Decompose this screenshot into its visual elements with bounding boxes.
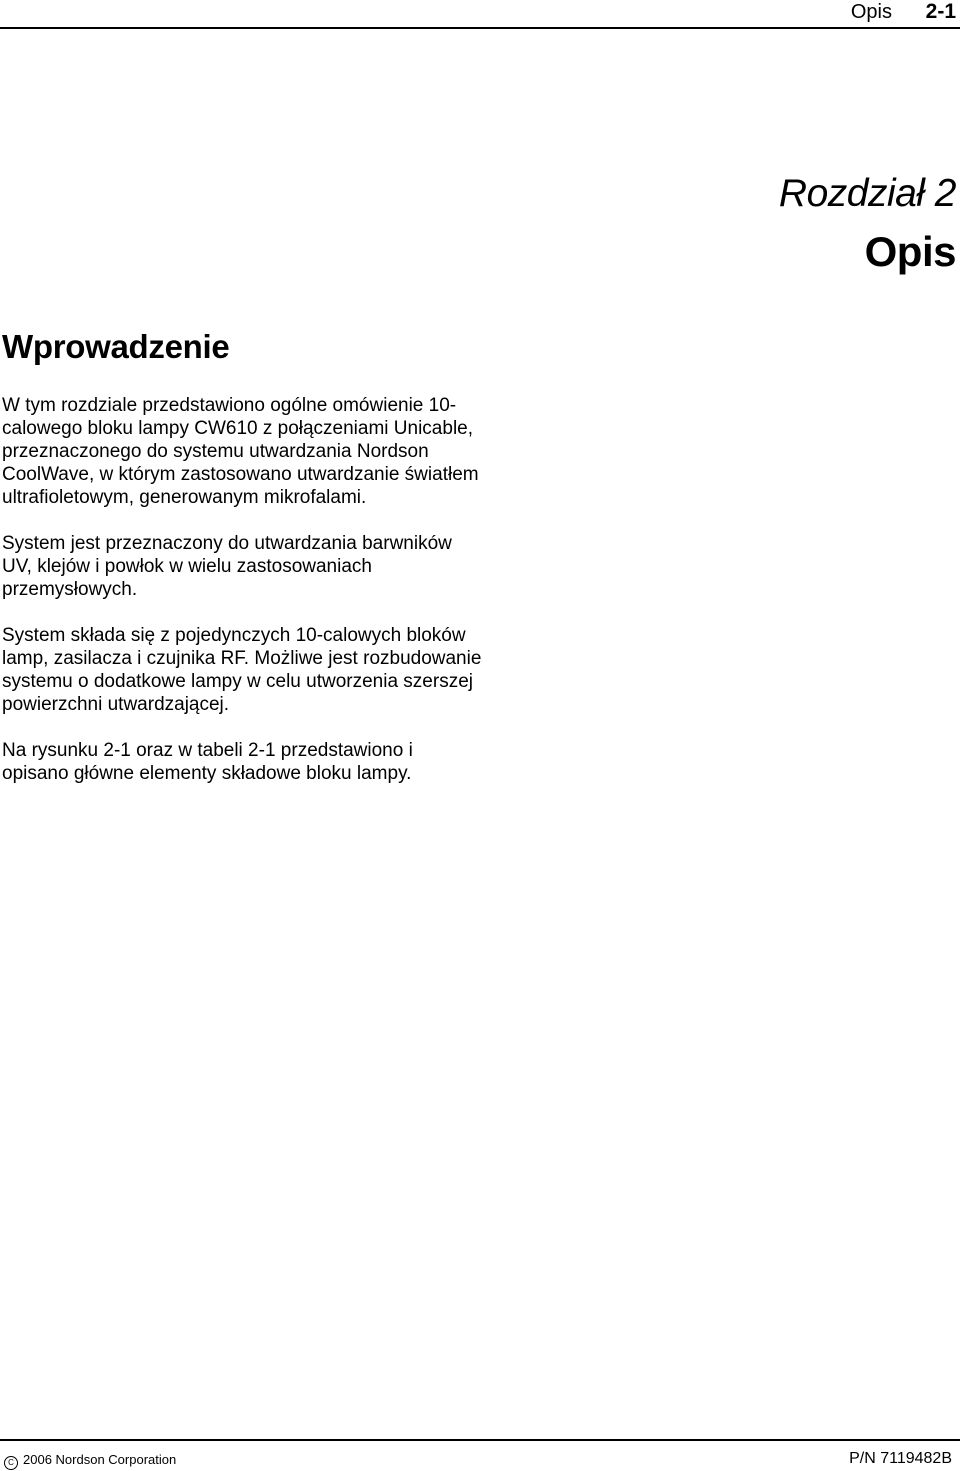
page-footer bbox=[0, 1439, 960, 1471]
section-heading: Wprowadzenie bbox=[2, 328, 230, 365]
chapter-label: Rozdział 2 bbox=[778, 172, 956, 215]
header-section-name: Opis bbox=[850, 1, 892, 23]
copyright-icon: C bbox=[4, 1456, 18, 1470]
header-page-number: 2-1 bbox=[925, 0, 956, 23]
paragraph-figure-reference: Na rysunku 2-1 oraz w tabeli 2-1 przedstawiono i opisano główne elementy składowe bloku lampy. bbox=[2, 740, 413, 784]
footer-copyright-text: 2006 Nordson Corporation bbox=[23, 1452, 177, 1467]
paragraph-purpose: System jest przeznaczony do utwardzania barwników UV, klejów i powłok w wielu zastosowaniach przemysłowych. bbox=[2, 533, 452, 600]
paragraph-intro: W tym rozdziale przedstawiono ogólne omówienie 10-calowego bloku lampy CW610 z połączeniami Unicable, przeznaczonego do systemu utwardzania Nordson CoolWave, w którym zastosowano utwardzanie światłem ultrafioletowym, generowanym mikrofalami. bbox=[2, 395, 479, 508]
body-text bbox=[2, 394, 482, 808]
footer-part-number: P/N 7119482B bbox=[849, 1450, 952, 1467]
paragraph-components: System składa się z pojedynczych 10-calowych bloków lamp, zasilacza i czujnika RF. Możliwe jest rozbudowanie systemu o dodatkowe lampy w celu utworzenia szerszej powierzchni utwardzającej. bbox=[2, 625, 482, 715]
chapter-title: Opis bbox=[864, 228, 956, 275]
page-header bbox=[0, 0, 960, 29]
footer-copyright bbox=[4, 1452, 176, 1470]
